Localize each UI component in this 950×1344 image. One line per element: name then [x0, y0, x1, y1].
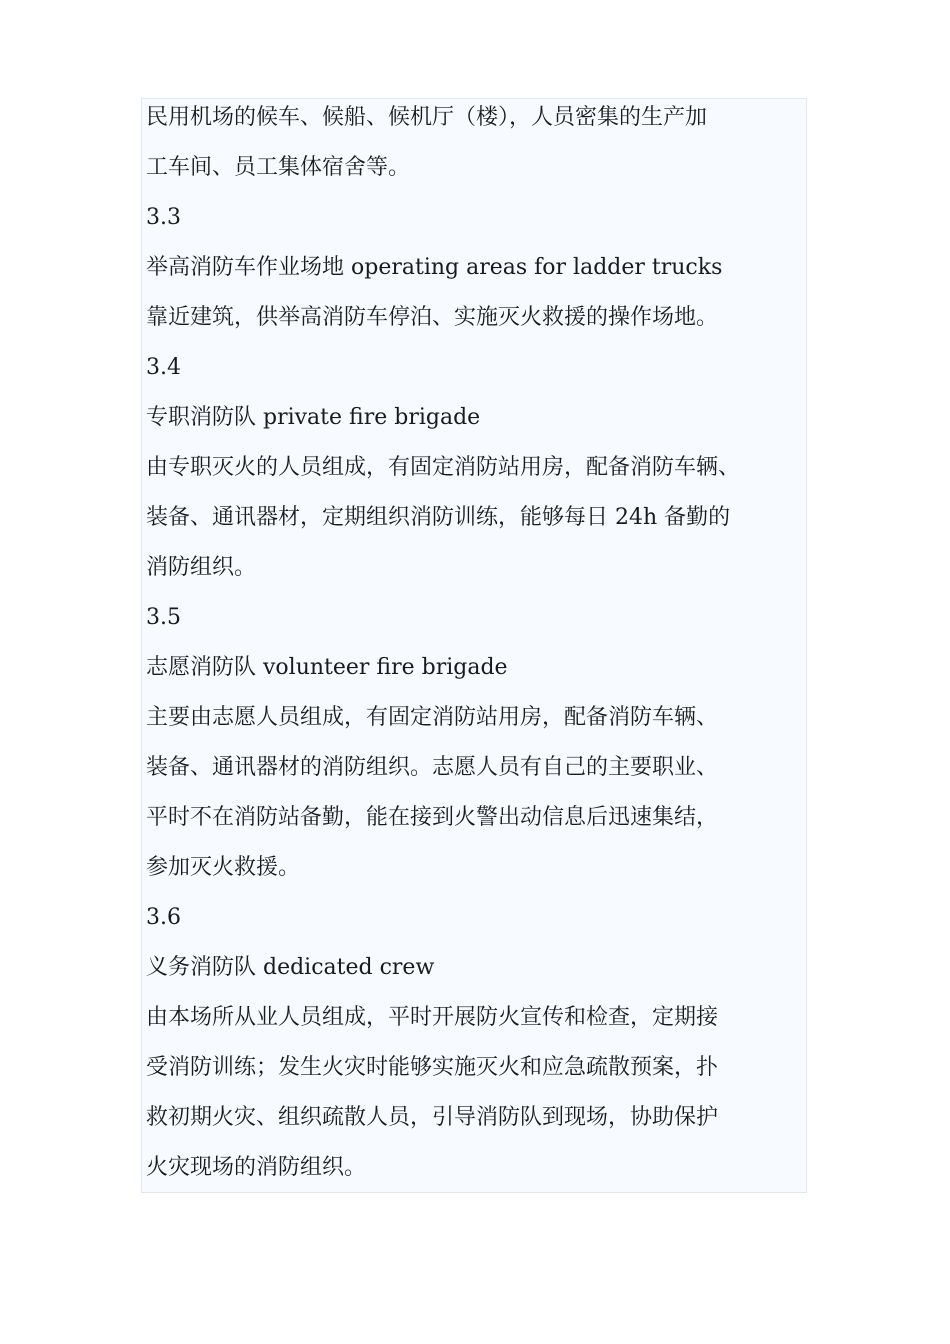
definition-3-4-line-1: 由专职灭火的人员组成，有固定消防站用房，配备消防车辆、	[146, 455, 741, 480]
definition-3-6-line-1: 由本场所从业人员组成，平时开展防火宣传和检查，定期接	[146, 1005, 719, 1030]
section-number-3-5: 3.5	[146, 605, 181, 630]
section-number-3-6: 3.6	[146, 905, 181, 930]
text-line-1: 民用机场的候车、候船、候机厅（楼），人员密集的生产加	[146, 105, 708, 130]
definition-3-6-line-2: 受消防训练；发生火灾时能够实施灭火和应急疏散预案，扑	[146, 1055, 719, 1080]
text-line-2: 工车间、员工集体宿舍等。	[146, 155, 411, 180]
definition-3-5-line-4: 参加灭火救援。	[146, 855, 301, 880]
definition-3-4-line-3: 消防组织。	[146, 555, 257, 580]
definition-3-6-line-4: 火灾现场的消防组织。	[146, 1155, 367, 1180]
definition-3-3-line-1: 靠近建筑，供举高消防车停泊、实施灭火救援的操作场地。	[146, 305, 719, 330]
term-heading-3-6: 义务消防队 dedicated crew	[146, 955, 435, 980]
term-heading-3-5: 志愿消防队 volunteer fire brigade	[146, 655, 508, 680]
definition-3-5-line-3: 平时不在消防站备勤，能在接到火警出动信息后迅速集结，	[146, 805, 719, 830]
section-number-3-3: 3.3	[146, 205, 181, 230]
definition-3-5-line-1: 主要由志愿人员组成，有固定消防站用房，配备消防车辆、	[146, 705, 719, 730]
definition-3-5-line-2: 装备、通讯器材的消防组织。志愿人员有自己的主要职业、	[146, 755, 719, 780]
section-number-3-4: 3.4	[146, 355, 181, 380]
term-heading-3-4: 专职消防队 private fire brigade	[146, 405, 481, 430]
definition-3-4-line-2: 装备、通讯器材，定期组织消防训练，能够每日 24h 备勤的	[146, 505, 731, 530]
definition-3-6-line-3: 救初期火灾、组织疏散人员，引导消防队到现场，协助保护	[146, 1105, 719, 1130]
term-heading-3-3: 举高消防车作业场地 operating areas for ladder trucks	[146, 255, 723, 280]
